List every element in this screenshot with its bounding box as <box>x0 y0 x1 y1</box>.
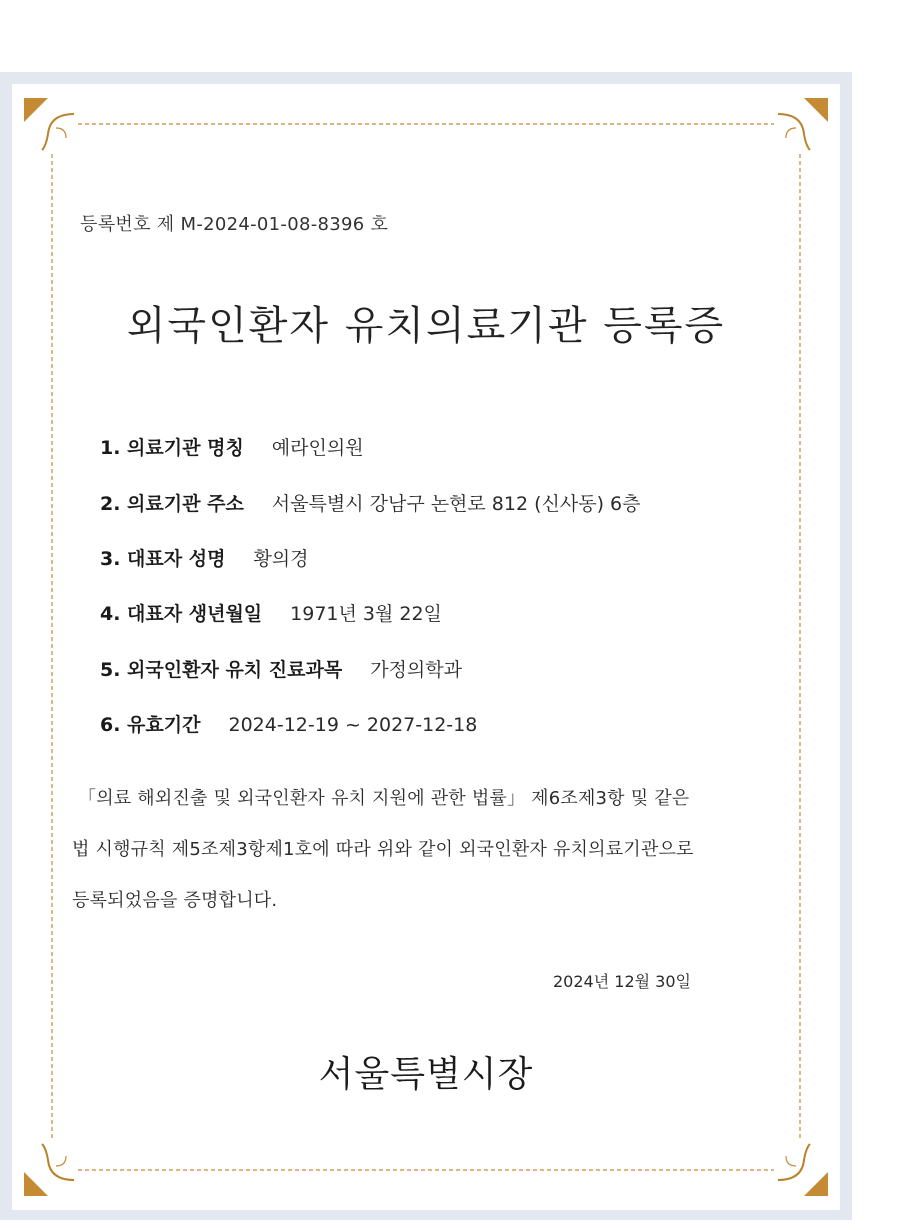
ornamental-border <box>12 84 840 1210</box>
registration-number: 등록번호 제 M-2024-01-08-8396 호 <box>80 214 389 235</box>
item-representative-birthdate <box>100 599 442 626</box>
certificate-paper <box>12 84 840 1210</box>
item-value: 1971년 3월 22일 <box>290 603 442 625</box>
item-value: 황의경 <box>253 548 309 570</box>
certificate-title: 외국인환자 유치의료기관 등록증 <box>126 303 726 349</box>
statement-line: 법 시행규칙 제5조제3항제1호에 따라 위와 같이 외국인환자 유치의료기관으로 <box>72 839 694 860</box>
item-facility-address <box>100 489 640 516</box>
item-value: 2024-12-19 ~ 2027-12-18 <box>228 714 478 736</box>
issuer-name: 서울특별시장 <box>318 1054 534 1095</box>
statement-line: 「의료 해외진출 및 외국인환자 유치 지원에 관한 법률」 제6조제3항 및 같은 <box>78 788 690 809</box>
item-label: 5. 외국인환자 유치 진료과목 <box>100 659 343 681</box>
item-representative-name <box>100 544 309 571</box>
item-validity-period <box>100 710 477 737</box>
item-value: 예라인의원 <box>271 437 364 459</box>
item-label: 4. 대표자 생년월일 <box>100 603 263 625</box>
item-value: 서울특별시 강남구 논현로 812 (신사동) 6층 <box>271 493 641 515</box>
item-label: 6. 유효기간 <box>100 714 201 736</box>
issue-date: 2024년 12월 30일 <box>553 972 691 991</box>
item-value: 가정의학과 <box>370 659 462 681</box>
item-facility-name <box>100 433 364 460</box>
item-label: 2. 의료기관 주소 <box>100 493 244 515</box>
item-label: 1. 의료기관 명칭 <box>100 437 244 459</box>
item-treatment-department <box>100 655 462 682</box>
item-label: 3. 대표자 성명 <box>100 548 226 570</box>
statement-line: 등록되었음을 증명합니다. <box>72 890 278 911</box>
